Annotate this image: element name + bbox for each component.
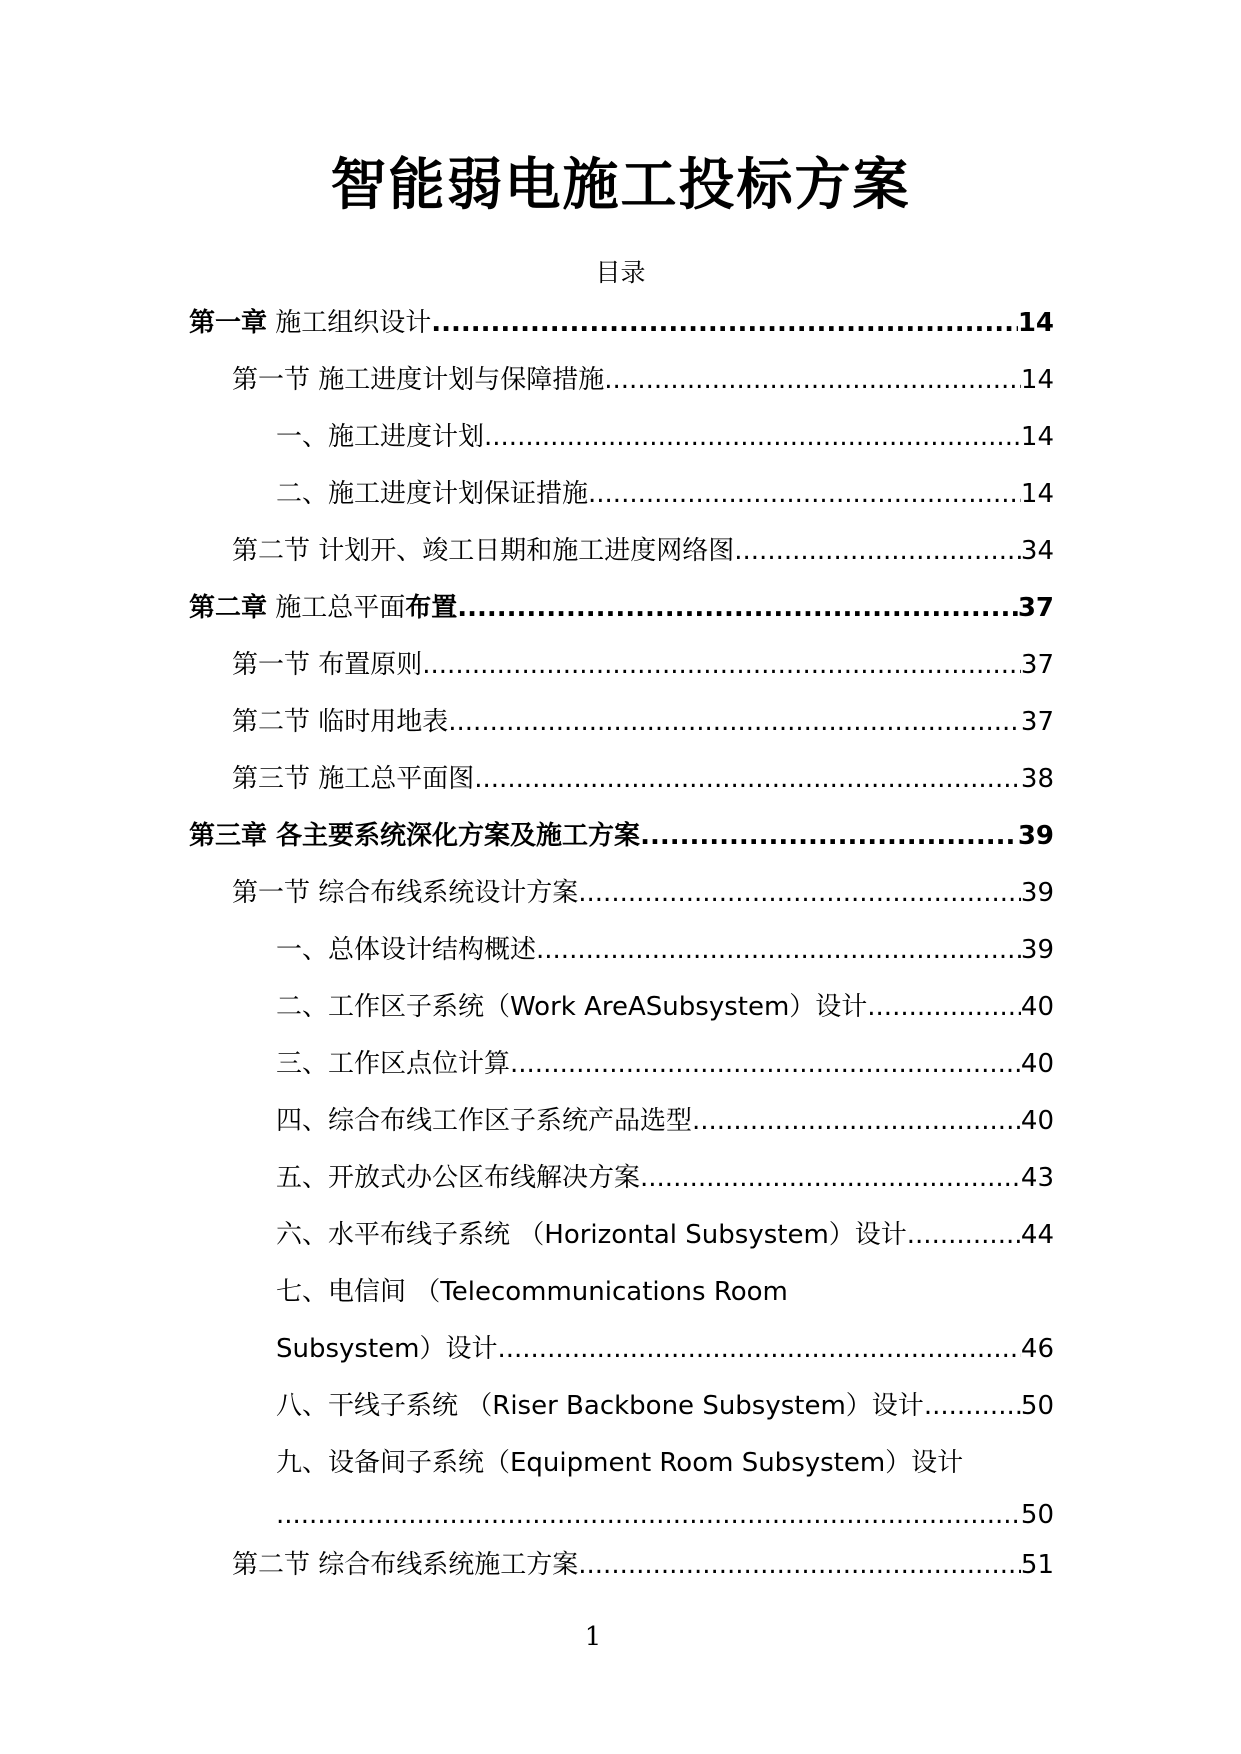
toc-entry-text-continued: Subsystem）设计 bbox=[276, 1334, 498, 1364]
toc-entry-item[interactable] bbox=[189, 1369, 1054, 1426]
toc-entry-item[interactable] bbox=[189, 1198, 1054, 1255]
dot-leader bbox=[497, 1329, 1020, 1369]
toc-page-number: 40 bbox=[1020, 1106, 1054, 1136]
toc-entry-item[interactable] bbox=[189, 970, 1054, 1027]
toc-entry-text: 第二节 临时用地表 bbox=[232, 707, 449, 737]
toc-entry-section[interactable] bbox=[189, 856, 1054, 913]
toc-page-number: 39 bbox=[1020, 878, 1054, 908]
toc-entry-section[interactable] bbox=[189, 1535, 1054, 1585]
toc-entry-section[interactable] bbox=[189, 514, 1054, 571]
toc-entry-item-wrapped-line2[interactable] bbox=[189, 1312, 1054, 1369]
toc-page-number: 14 bbox=[1020, 479, 1054, 509]
toc-entry-text: 四、综合布线工作区子系统产品选型 bbox=[276, 1106, 693, 1136]
toc-entry-chapter-2[interactable] bbox=[189, 571, 1054, 628]
toc-page-number: 14 bbox=[1020, 422, 1054, 452]
page-number: 1 bbox=[584, 1622, 602, 1652]
dot-leader bbox=[640, 816, 1018, 856]
dot-leader bbox=[474, 759, 1021, 799]
dot-leader bbox=[924, 1386, 1021, 1426]
toc-page-number: 37 bbox=[1020, 707, 1054, 737]
toc-entry-text: 一、施工进度计划 bbox=[276, 422, 485, 452]
toc-entry-section[interactable] bbox=[189, 628, 1054, 685]
dot-leader bbox=[510, 1044, 1021, 1084]
toc-entry-item[interactable] bbox=[189, 400, 1054, 457]
toc-page-number: 39 bbox=[1020, 935, 1054, 965]
dot-leader bbox=[448, 702, 1021, 742]
toc-entry-text: 二、施工进度计划保证措施 bbox=[276, 479, 589, 509]
toc-entry-text: 第二节 计划开、竣工日期和施工进度网络图 bbox=[232, 536, 735, 566]
toc-page-number: 14 bbox=[1017, 308, 1054, 338]
dot-leader bbox=[604, 360, 1021, 400]
dot-leader bbox=[867, 987, 1021, 1027]
toc-entry-text: 第二节 综合布线系统施工方案 bbox=[232, 1550, 579, 1580]
toc-entry-text: 第一节 布置原则 bbox=[232, 650, 423, 680]
dot-leader bbox=[907, 1215, 1021, 1255]
toc-entry-text: 六、水平布线子系统 （Horizontal Subsystem）设计 bbox=[276, 1220, 907, 1250]
toc-entry-item[interactable] bbox=[189, 1141, 1054, 1198]
toc-entry-item-wrapped-line1[interactable] bbox=[189, 1426, 1054, 1483]
toc-entry-section[interactable] bbox=[189, 343, 1054, 400]
toc-entry-text: 三、工作区点位计算 bbox=[276, 1049, 511, 1079]
toc-page-number: 38 bbox=[1020, 764, 1054, 794]
dot-leader bbox=[457, 588, 1018, 628]
toc-page-number: 43 bbox=[1020, 1163, 1054, 1193]
dot-leader bbox=[484, 417, 1021, 457]
toc-entry-text: 五、开放式办公区布线解决方案 bbox=[276, 1163, 641, 1193]
chapter-label: 第一章 bbox=[189, 308, 268, 338]
toc-page-number: 46 bbox=[1020, 1334, 1054, 1364]
toc-page-number: 40 bbox=[1020, 992, 1054, 1022]
dot-leader bbox=[536, 930, 1021, 970]
toc-page-number: 50 bbox=[1020, 1391, 1054, 1421]
toc-entry-text-bold: 布置 bbox=[405, 593, 458, 623]
toc-entry-text: 施工组织设计 bbox=[267, 308, 432, 338]
dot-leader bbox=[588, 474, 1021, 514]
toc-entry-text: 二、工作区子系统（Work AreASubsystem）设计 bbox=[276, 992, 868, 1022]
toc-page-number: 37 bbox=[1017, 593, 1054, 623]
toc-entry-text: 九、设备间子系统（Equipment Room Subsystem）设计 bbox=[276, 1448, 964, 1478]
toc-entry-text: 施工总平面 bbox=[267, 593, 406, 623]
dot-leader bbox=[578, 1545, 1021, 1585]
toc-entry-section[interactable] bbox=[189, 685, 1054, 742]
toc-entry-text: 第三节 施工总平面图 bbox=[232, 764, 475, 794]
toc-entry-text: 第三章 各主要系统深化方案及施工方案 bbox=[189, 821, 641, 851]
toc-page-number: 50 bbox=[1020, 1500, 1054, 1530]
toc-page-number: 40 bbox=[1020, 1049, 1054, 1079]
toc-entry-section[interactable] bbox=[189, 742, 1054, 799]
toc-page-number: 44 bbox=[1020, 1220, 1054, 1250]
toc-page-number: 37 bbox=[1020, 650, 1054, 680]
toc-entry-text: 第一节 施工进度计划与保障措施 bbox=[232, 365, 605, 395]
dot-leader bbox=[578, 873, 1021, 913]
table-of-contents bbox=[189, 286, 1054, 1585]
dot-leader bbox=[734, 531, 1021, 571]
toc-page-number: 34 bbox=[1020, 536, 1054, 566]
toc-entry-text: 第一节 综合布线系统设计方案 bbox=[232, 878, 579, 908]
toc-entry-item-wrapped-line1[interactable] bbox=[189, 1255, 1054, 1312]
dot-leader bbox=[640, 1158, 1021, 1198]
dot-leader bbox=[431, 303, 1018, 343]
toc-heading: 目录 bbox=[595, 258, 646, 287]
dot-leader bbox=[422, 645, 1021, 685]
toc-page-number: 51 bbox=[1020, 1550, 1054, 1580]
toc-page-number: 39 bbox=[1017, 821, 1054, 851]
dot-leader bbox=[276, 1495, 1021, 1535]
toc-entry-item[interactable] bbox=[189, 913, 1054, 970]
toc-entry-chapter-3[interactable] bbox=[189, 799, 1054, 856]
document-title: 智能弱电施工投标方案 bbox=[330, 153, 911, 218]
toc-entry-item[interactable] bbox=[189, 1027, 1054, 1084]
toc-entry-text: 七、电信间 （Telecommunications Room bbox=[276, 1277, 788, 1307]
chapter-label: 第二章 bbox=[189, 593, 268, 623]
dot-leader bbox=[692, 1101, 1021, 1141]
toc-entry-text: 八、干线子系统 （Riser Backbone Subsystem）设计 bbox=[276, 1391, 924, 1421]
toc-entry-text: 一、总体设计结构概述 bbox=[276, 935, 537, 965]
toc-entry-chapter-1[interactable] bbox=[189, 286, 1054, 343]
toc-entry-item-wrapped-line2[interactable] bbox=[189, 1483, 1054, 1535]
toc-entry-item[interactable] bbox=[189, 457, 1054, 514]
toc-entry-item[interactable] bbox=[189, 1084, 1054, 1141]
toc-page-number: 14 bbox=[1020, 365, 1054, 395]
